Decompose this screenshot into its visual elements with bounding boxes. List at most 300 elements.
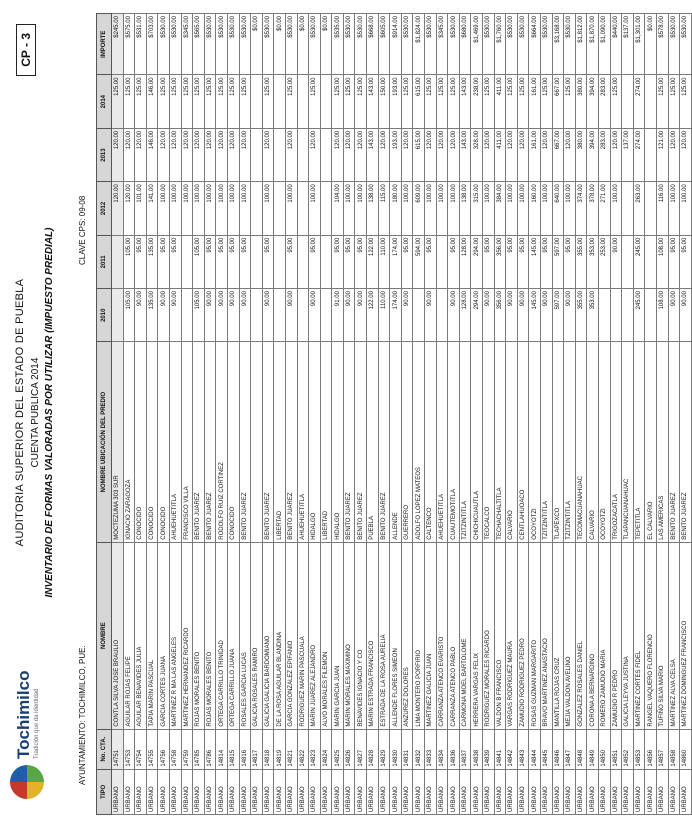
table-cell: 90.00 (448, 289, 460, 342)
table-cell: $1,870.00 (587, 14, 599, 75)
table-cell (622, 289, 634, 342)
table-cell: 14815 (227, 729, 239, 769)
table-cell: 14828 (367, 729, 379, 769)
table-cell: 95.00 (332, 235, 344, 288)
table-cell: 615.00 (413, 128, 425, 181)
table-cell: $440.00 (610, 14, 622, 75)
table-cell: 125.00 (262, 75, 274, 128)
table-cell: 174.00 (390, 289, 402, 342)
table-cell: URBANO (494, 769, 506, 814)
table-cell: 100.00 (169, 182, 181, 235)
table-cell: 597.00 (552, 235, 564, 288)
table-cell: ORTEGA CARRILLO JUANA (227, 542, 239, 729)
table-cell: 101.00 (135, 182, 147, 235)
table-cell: $530.00 (158, 14, 170, 75)
table-cell: URBANO (598, 769, 610, 814)
table-cell: TEOCALCO (483, 342, 495, 542)
table-cell (413, 289, 425, 342)
table-cell: 105.00 (123, 235, 135, 288)
table-row (239, 14, 251, 815)
table-cell: 14856 (645, 729, 657, 769)
table-cell: 122.00 (367, 289, 379, 342)
table-cell: $3,168.00 (552, 14, 564, 75)
title-line-2: CUENTA PUBLICA 2014 (30, 357, 41, 468)
table-cell: 125.00 (506, 75, 518, 128)
table-cell: 120.00 (483, 128, 495, 181)
table-cell: 121.00 (656, 128, 668, 181)
table-cell: URBANO (564, 769, 576, 814)
table-cell: 14751 (112, 729, 124, 769)
table-cell (251, 182, 263, 235)
table-cell: 161.00 (529, 75, 541, 128)
table-cell: BENITO JUAREZ (378, 342, 390, 542)
table-cell: ADOLFO LOPEZ MATEOS (413, 342, 425, 542)
table-cell: TAPIA MARIN PASCUAL (146, 542, 158, 729)
table-cell: TECOMACUANAHUAC (575, 342, 587, 542)
table-cell: 161.00 (529, 128, 541, 181)
table-cell: 90.00 (135, 289, 147, 342)
table-row (158, 14, 170, 815)
table-row (193, 14, 205, 815)
table-cell: 14786 (204, 729, 216, 769)
table-cell: $1,812.00 (575, 14, 587, 75)
table-cell (297, 128, 309, 181)
table-cell: URBANO (506, 769, 518, 814)
table-cell: TEPETITLA (633, 342, 645, 542)
table-cell: 14758 (169, 729, 181, 769)
table-cell: 120.00 (506, 128, 518, 181)
table-cell: 120.00 (668, 128, 680, 181)
table-row (112, 14, 124, 815)
column-header: IMPORTE (97, 14, 112, 75)
table-cell: GUERRERO (401, 342, 413, 542)
table-cell: 125.00 (517, 75, 529, 128)
table-cell (622, 235, 634, 288)
table-cell: 100.00 (343, 182, 355, 235)
table-cell: URBANO (401, 769, 413, 814)
table-cell: MARTINEZ HERNANDEZ RICARDO (181, 542, 193, 729)
table-cell: $1,090.00 (598, 14, 610, 75)
table-cell: URBANO (181, 769, 193, 814)
table-cell: 125.00 (680, 75, 692, 128)
table-cell: URBANO (309, 769, 321, 814)
table-cell: 125.00 (656, 75, 668, 128)
table-cell: ESTRADA DE LA ROSA AURELIA (378, 542, 390, 729)
table-cell: URBANO (540, 769, 552, 814)
table-cell: 411.00 (494, 128, 506, 181)
table-cell: 90.00 (343, 289, 355, 342)
table-cell: 274.00 (633, 75, 645, 128)
table-cell: BENITO JUAREZ (355, 342, 367, 542)
table-cell: $565.00 (193, 14, 205, 75)
table-cell: 14838 (471, 729, 483, 769)
table-cell: BENITO JUAREZ (262, 342, 274, 542)
clave-label: CLAVE CPS: 09-08 (78, 195, 87, 265)
table-cell: 120.00 (332, 128, 344, 181)
column-header: 2010 (97, 289, 112, 342)
table-cell: 14814 (216, 729, 228, 769)
table-cell: 95.00 (204, 235, 216, 288)
table-cell (251, 75, 263, 128)
table-cell: CONTLA SILVA JOSE BRAULIO (112, 542, 124, 729)
table-cell: 356.00 (494, 289, 506, 342)
table-cell: GALICIA GALICIA BARDOMIANO (262, 542, 274, 729)
table-cell: MOCTEZUMA 303 SUR (112, 342, 124, 542)
table-cell: URBANO (216, 769, 228, 814)
table-cell: 95.00 (285, 235, 297, 288)
table-cell: 125.00 (135, 75, 147, 128)
table-cell: 95.00 (309, 235, 321, 288)
table-cell: 143.00 (367, 75, 379, 128)
table-cell: $703.00 (146, 14, 158, 75)
table-cell: $1,469.00 (471, 14, 483, 75)
table-cell: 14834 (436, 729, 448, 769)
table-cell: 14819 (274, 729, 286, 769)
table-cell: 238.00 (471, 75, 483, 128)
table-cell: 100.00 (193, 182, 205, 235)
table-cell: 355.00 (575, 235, 587, 288)
table-cell: FRANCISCO VILLA (181, 342, 193, 542)
table-cell: TZITZINTITLA (540, 342, 552, 542)
table-cell: AHUEHUETITLA (436, 342, 448, 542)
table-cell: 120.00 (193, 128, 205, 181)
table-cell: 160.00 (529, 182, 541, 235)
table-cell: 100.00 (239, 182, 251, 235)
table-cell: $530.00 (355, 14, 367, 75)
table-cell: CHICHICUAUTLA (471, 342, 483, 542)
table-row (413, 14, 425, 815)
table-cell: URBANO (459, 769, 471, 814)
logo-name-text: Tochimilco (14, 670, 33, 759)
table-cell: CARRANZA ATENCO PABLO (448, 542, 460, 729)
table-cell: $530.00 (680, 14, 692, 75)
table-cell: $530.00 (216, 14, 228, 75)
table-cell: 105.00 (193, 289, 205, 342)
table-cell: URBANO (645, 769, 657, 814)
table-cell: 110.00 (378, 289, 390, 342)
table-cell: URBANO (622, 769, 634, 814)
table-cell: URBANO (239, 769, 251, 814)
table-row (633, 14, 645, 815)
table-cell: 120.00 (227, 128, 239, 181)
table-cell: AHUEHUETITLA (297, 342, 309, 542)
table-cell: OCOYOTZI (598, 342, 610, 542)
table-cell: 125.00 (239, 75, 251, 128)
table-cell: MARIN MORALES MAXIMINO (343, 542, 355, 729)
table-cell: $0.00 (320, 14, 332, 75)
table-cell: 14842 (506, 729, 518, 769)
table-cell: 14832 (413, 729, 425, 769)
table-cell: 90.00 (506, 289, 518, 342)
table-cell: $535.00 (332, 14, 344, 75)
table-cell: 14825 (332, 729, 344, 769)
table-cell: 125.00 (610, 75, 622, 128)
table-cell: TLAPANCUANAHUAC (622, 342, 634, 542)
table-cell: URBANO (587, 769, 599, 814)
table-cell: 105.00 (193, 235, 205, 288)
table-cell: 120.00 (135, 128, 147, 181)
table-cell: 135.00 (146, 289, 158, 342)
table-cell: 128.00 (459, 235, 471, 288)
table-cell: 125.00 (181, 75, 193, 128)
table-cell: RODRIGUEZ MORALES RICARDO (483, 542, 495, 729)
table-cell: 120.00 (285, 128, 297, 181)
table-cell: 315.00 (471, 182, 483, 235)
table-cell: 100.00 (680, 182, 692, 235)
table-cell: 120.00 (610, 128, 622, 181)
table-row (517, 14, 529, 815)
table-cell: ALLENDE FLORES SIMEON (390, 542, 402, 729)
table-cell: URBANO (436, 769, 448, 814)
table-cell: 100.00 (204, 182, 216, 235)
table-cell: URBANO (297, 769, 309, 814)
table-cell: 100.00 (483, 182, 495, 235)
table-cell: 411.00 (494, 75, 506, 128)
table-cell: $530.00 (204, 14, 216, 75)
table-cell: 125.00 (425, 75, 437, 128)
table-cell: 95.00 (158, 235, 170, 288)
table-cell: 120.00 (343, 128, 355, 181)
table-cell: URBANO (367, 769, 379, 814)
table-cell: $530.00 (285, 14, 297, 75)
table-cell: AGUILAR BENAVIDES JULIA (135, 542, 147, 729)
table-cell: 193.00 (390, 75, 402, 128)
title-line-3: INVENTARIO DE FORMAS VALORADAS POR UTILIZAR (IMPUESTO PREDIAL) (44, 227, 55, 598)
table-cell: URBANO (158, 769, 170, 814)
table-cell: 667.00 (552, 75, 564, 128)
table-cell: AHUEHUETITLA (169, 342, 181, 542)
form-code-badge: CP - 3 (16, 24, 36, 76)
table-cell: 125.00 (285, 75, 297, 128)
table-cell: GONZALEZ ROSALES DANIEL (575, 542, 587, 729)
table-row (680, 14, 692, 815)
table-row (448, 14, 460, 815)
table-cell: 90.00 (285, 289, 297, 342)
table-cell: URBANO (656, 769, 668, 814)
table-cell: 143.00 (367, 128, 379, 181)
table-cell: 14839 (483, 729, 495, 769)
table-cell: 135.00 (146, 235, 158, 288)
table-cell: URBANO (575, 769, 587, 814)
table-cell: $530.00 (506, 14, 518, 75)
table-cell: 14822 (297, 729, 309, 769)
table-cell: URBANO (378, 769, 390, 814)
table-cell: 125.00 (193, 75, 205, 128)
table-cell: BENITO JUAREZ (668, 342, 680, 542)
table-row (552, 14, 564, 815)
table-row (471, 14, 483, 815)
table-cell (251, 235, 263, 288)
table-cell: 120.00 (181, 128, 193, 181)
table-cell: $664.00 (529, 14, 541, 75)
table-cell (274, 75, 286, 128)
table-cell: URBANO (471, 769, 483, 814)
table-cell: ANZUREZ DOLORES (401, 542, 413, 729)
table-cell: CENTLAHUOACO (517, 342, 529, 542)
table-cell: $530.00 (239, 14, 251, 75)
column-header: 2011 (97, 235, 112, 288)
table-cell: 90.00 (564, 289, 576, 342)
table-cell: URBANO (274, 769, 286, 814)
table-cell: 14858 (668, 729, 680, 769)
table-cell: URBANO (204, 769, 216, 814)
table-cell: 125.00 (112, 75, 124, 128)
table-cell: 120.00 (355, 128, 367, 181)
table-cell: CARRANZA ATENCO EVARISTO (436, 542, 448, 729)
table-cell: 100.00 (262, 182, 274, 235)
table-cell: $0.00 (297, 14, 309, 75)
table-cell: URBANO (517, 769, 529, 814)
table-cell (251, 342, 263, 542)
table-cell: ROJAS MORALES BENITO (204, 542, 216, 729)
table-cell: URBANO (529, 769, 541, 814)
table-cell: 14845 (540, 729, 552, 769)
table-cell: $0.00 (251, 14, 263, 75)
table-row (610, 14, 622, 815)
table-cell: $575.00 (123, 14, 135, 75)
table-cell (645, 75, 657, 128)
table-cell: 125.00 (204, 75, 216, 128)
table-cell: $530.00 (169, 14, 181, 75)
table-cell: RODOLFO RUIZ CORTINEZ (216, 342, 228, 542)
table-cell: 120.00 (517, 128, 529, 181)
table-cell (320, 182, 332, 235)
table-cell: ROJAS MORALES BENITO (193, 542, 205, 729)
table-cell: 125.00 (123, 75, 135, 128)
table-cell: 120.00 (112, 128, 124, 181)
table-cell: 90.00 (401, 289, 413, 342)
table-cell: 120.00 (401, 128, 413, 181)
table-row (204, 14, 216, 815)
table-cell (645, 289, 657, 342)
table-cell: MARIN ESTRADA FRANCISCO (367, 542, 379, 729)
table-cell: 90.00 (204, 289, 216, 342)
table-row (343, 14, 355, 815)
table-cell: 14818 (262, 729, 274, 769)
table-row (274, 14, 286, 815)
table-cell: 146.00 (146, 128, 158, 181)
table-cell: RANGEL VAQUERO FLORENCIO (645, 542, 657, 729)
table-cell: 100.00 (181, 182, 193, 235)
table-row (146, 14, 158, 815)
table-cell (645, 128, 657, 181)
table-cell: 120.00 (436, 128, 448, 181)
table-cell (251, 128, 263, 181)
table-cell: MARTINEZ CORTES FIDEL (633, 542, 645, 729)
title-line-1: AUDITORIA SUPERIOR DEL ESTADO DE PUEBLA (14, 278, 26, 547)
table-cell: 283.00 (598, 75, 610, 128)
table-cell: 125.00 (169, 75, 181, 128)
table-cell: 95.00 (227, 235, 239, 288)
table-cell: 125.00 (227, 75, 239, 128)
table-cell: 125.00 (564, 75, 576, 128)
table-cell: CONOCIDO (135, 342, 147, 542)
table-row (367, 14, 379, 815)
table-cell: LIBERTAD (320, 342, 332, 542)
table-cell: 120.00 (262, 128, 274, 181)
table-cell: URBANO (135, 769, 147, 814)
column-header: No. CTA. (97, 729, 112, 769)
table-cell: 263.00 (633, 182, 645, 235)
table-cell: $530.00 (564, 14, 576, 75)
table-row (645, 14, 657, 815)
table-cell: URBANO (610, 769, 622, 814)
table-row (459, 14, 471, 815)
table-cell: URBANO (633, 769, 645, 814)
table-cell: $1,301.00 (633, 14, 645, 75)
table-cell: MARIN JUAREZ ALEJANDRO (309, 542, 321, 729)
table-cell: 14849 (587, 729, 599, 769)
table-cell: CONOCIDO (158, 342, 170, 542)
table-cell: 95.00 (425, 235, 437, 288)
table-cell: 100.00 (540, 182, 552, 235)
table-cell: 116.00 (656, 182, 668, 235)
table-cell: 90.00 (517, 289, 529, 342)
table-cell: 125.00 (216, 75, 228, 128)
table-cell (622, 182, 634, 235)
table-cell: 594.00 (413, 235, 425, 288)
table-cell: LIMA MONTERO PORFIRIO (413, 542, 425, 729)
table-row (483, 14, 495, 815)
table-cell: 294.00 (471, 289, 483, 342)
table-cell: 355.00 (575, 289, 587, 342)
table-cell: URBANO (425, 769, 437, 814)
table-cell: 374.00 (575, 182, 587, 235)
column-header: 2013 (97, 128, 112, 181)
table-cell: 394.00 (587, 75, 599, 128)
table-cell: 380.00 (575, 128, 587, 181)
table-cell: 90.00 (610, 235, 622, 288)
table-row (355, 14, 367, 815)
table-cell: BENAVIDES IGNACIO Y CO (355, 542, 367, 729)
table-cell: CONOCIDO (146, 342, 158, 542)
table-cell: ZAMUDIO R PEDRO (610, 542, 622, 729)
inventory-table (96, 13, 692, 815)
table-cell: 14837 (459, 729, 471, 769)
table-cell: 14852 (622, 729, 634, 769)
table-row (320, 14, 332, 815)
table-cell: URBANO (262, 769, 274, 814)
table-cell (112, 289, 124, 342)
table-cell: EL CALVARIO (645, 342, 657, 542)
table-cell: 143.00 (459, 128, 471, 181)
table-cell: 378.00 (587, 182, 599, 235)
table-cell: 90.00 (483, 289, 495, 342)
table-cell: ORTEGA CARRILLO TRINIDAD (216, 542, 228, 729)
table-cell: 90.00 (425, 289, 437, 342)
table-cell: OCOYOTZI (529, 342, 541, 542)
table-cell: MEJIA VALDON AVELINO (564, 542, 576, 729)
table-cell: 90.00 (540, 289, 552, 342)
table-row (668, 14, 680, 815)
table-cell: 122.00 (367, 235, 379, 288)
table-row (656, 14, 668, 815)
table-cell: 120.00 (204, 128, 216, 181)
table-cell: $605.00 (378, 14, 390, 75)
table-cell: 245.00 (633, 289, 645, 342)
table-cell: 14846 (552, 729, 564, 769)
table-cell: 95.00 (355, 235, 367, 288)
table-cell: 95.00 (169, 235, 181, 288)
table-cell: AGUILAR ROJAS FELIPE (123, 542, 135, 729)
table-cell (274, 128, 286, 181)
table-cell: 356.00 (494, 235, 506, 288)
table-cell (320, 289, 332, 342)
table-cell: $1,760.00 (494, 14, 506, 75)
table-cell: 100.00 (227, 182, 239, 235)
table-cell: HIDALGO (332, 342, 344, 542)
table-cell: $680.00 (459, 14, 471, 75)
